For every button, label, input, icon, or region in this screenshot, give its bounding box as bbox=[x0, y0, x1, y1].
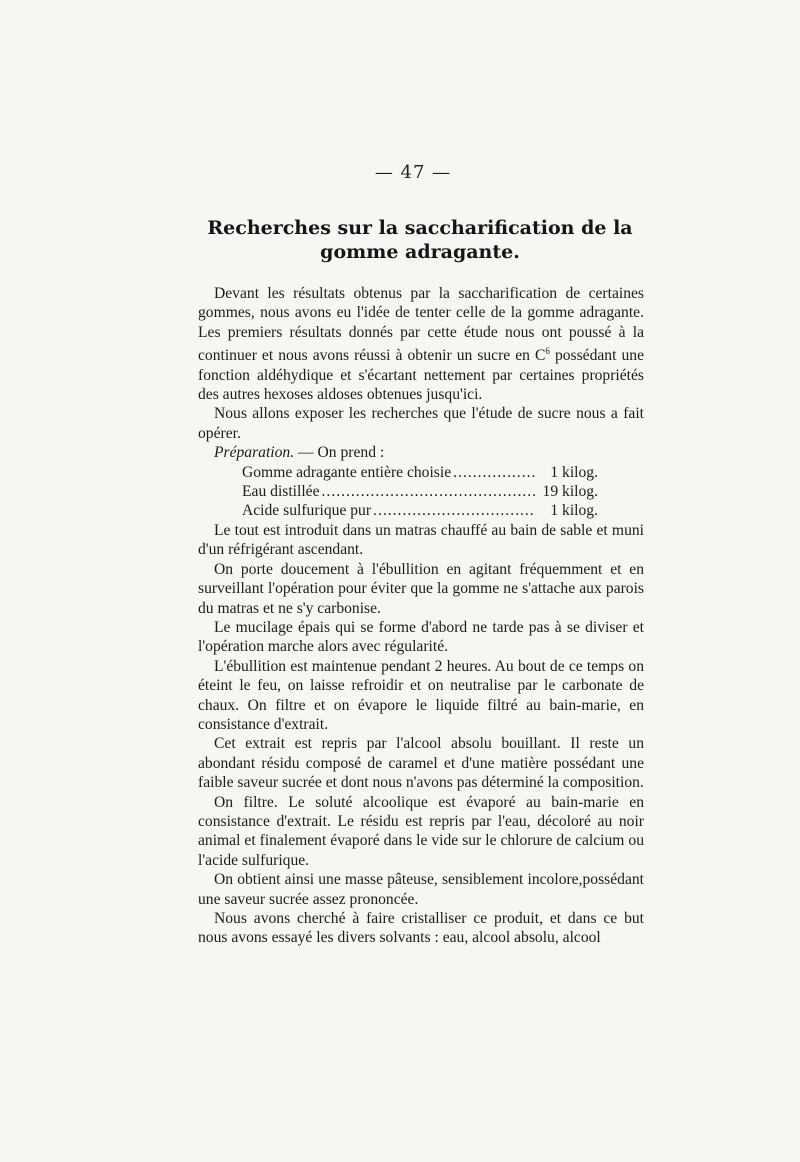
preparation-text: — On prend : bbox=[294, 444, 385, 462]
ingredient-quantity: 19 kilog. bbox=[542, 483, 598, 501]
page-number: — 47 — bbox=[374, 162, 452, 183]
paragraph: Cet extrait est repris par l'alcool absolu bouillant. Il reste un abondant résidu composé de caramel et d'une matière possédant une faible saveur sucrée et dont nous n'avons pas déterminé la composition. bbox=[198, 735, 644, 792]
leader-dots bbox=[322, 482, 536, 501]
ingredient-list bbox=[242, 463, 598, 521]
paragraph: On filtre. Le soluté alcoolique est évaporé au bain-marie en consistance d'extrait. Le résidu est repris par l'eau, décoloré au noir animal et finalement évaporé dans le vide sur le chlorure de calcium ou l'acide sulfurique. bbox=[198, 793, 644, 869]
paragraph: Le tout est introduit dans un matras chauffé au bain de sable et muni d'un réfrigérant ascendant. bbox=[198, 521, 644, 559]
paragraph bbox=[198, 284, 644, 404]
ingredient-name: Gomme adragante entière choisie bbox=[242, 463, 452, 481]
paragraph-text: Devant les résultats obtenus par la saccharification de certaines gommes, nous avons eu l'idée de tenter celle de la gomme adragante. Les premiers résultats donnés par cette étude nous ont poussé à la continuer et nous avons réussi à obtenir un sucre en C bbox=[198, 285, 644, 365]
leader-dots bbox=[453, 463, 536, 482]
page-title: Recherches sur la saccharification de la gomme adragante. bbox=[207, 217, 633, 263]
ingredient-row bbox=[242, 482, 598, 501]
ingredient-row bbox=[242, 501, 598, 520]
paragraph: Nous avons cherché à faire cristalliser ce produit, et dans ce but nous avons essayé les divers solvants : eau, alcool absolu, alcool bbox=[198, 910, 644, 947]
paragraph-text: possédant une fonction aldéhydique et s'écartant nettement par certaines propriétés des autres hexoses aldoses obtenues jusqu'ici. bbox=[198, 347, 644, 404]
preparation-heading bbox=[198, 443, 644, 462]
paragraph: Le mucilage épais qui se forme d'abord ne tarde pas à se diviser et l'opération marche alors avec régularité. bbox=[198, 618, 644, 656]
ingredient-row bbox=[242, 463, 598, 482]
body-text bbox=[198, 284, 644, 948]
paragraph: L'ébullition est maintenue pendant 2 heures. Au bout de ce temps on éteint le feu, on laisse refroidir et on neutralise par le carbonate de chaux. On filtre et on évapore le liquide filtré au bain-marie, en consistance d'extrait. bbox=[198, 657, 644, 733]
paragraph: On obtient ainsi une masse pâteuse, sensiblement incolore,possédant une saveur sucrée assez prononcée. bbox=[198, 871, 644, 908]
ingredient-name: Eau distillée bbox=[242, 483, 320, 501]
preparation-label: Préparation. bbox=[214, 444, 295, 462]
ingredient-quantity: 1 kilog. bbox=[550, 502, 598, 520]
ingredient-name: Acide sulfurique pur bbox=[242, 502, 372, 520]
superscript: 6 bbox=[545, 346, 550, 357]
paragraph: Nous allons exposer les recherches que l'étude de sucre nous a fait opérer. bbox=[198, 405, 644, 442]
leader-dots bbox=[373, 501, 536, 520]
ingredient-quantity: 1 kilog. bbox=[550, 463, 598, 481]
paragraph: On porte doucement à l'ébullition en agitant fréquemment et en surveillant l'opération pour éviter que la gomme ne s'attache aux parois du matras et ne s'y carbonise. bbox=[198, 560, 644, 617]
